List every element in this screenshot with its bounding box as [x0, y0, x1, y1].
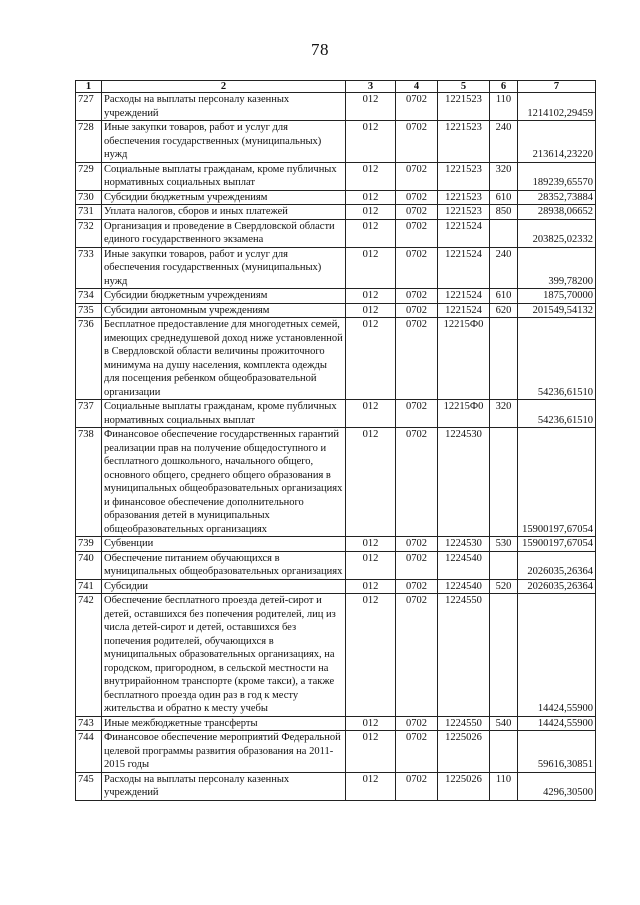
department-code: 012	[346, 162, 396, 190]
target-article-code: 1224530	[438, 428, 490, 537]
expense-type-code: 530	[490, 537, 518, 552]
expense-type-code: 610	[490, 289, 518, 304]
section-code: 0702	[396, 579, 438, 594]
target-article-code: 1225026	[438, 772, 490, 800]
expense-type-code	[490, 219, 518, 247]
amount: 2026035,26364	[518, 579, 596, 594]
table-row	[76, 121, 596, 163]
target-article-code: 1221524	[438, 303, 490, 318]
amount: 59616,30851	[518, 731, 596, 773]
section-code: 0702	[396, 551, 438, 579]
column-header: 5	[438, 81, 490, 93]
expense-type-code: 850	[490, 205, 518, 220]
row-number: 729	[76, 162, 102, 190]
expense-name: Бесплатное предоставление для многодетных семей, имеющих среднедушевой доход ниже установленной в Свердловской области величины прожиточного минимума на душу населения, комплекта одежды для посещения ребенком общеобразовательной организации	[102, 318, 346, 400]
target-article-code: 1221524	[438, 219, 490, 247]
table-row	[76, 551, 596, 579]
expense-name: Иные межбюджетные трансферты	[102, 716, 346, 731]
expense-name: Обеспечение бесплатного проезда детей-сирот и детей, оставшихся без попечения родителей, лиц из числа детей-сирот и детей, оставшихся без попечения родителей, обучающихся в муниципальных образовательных организациях, на городском, пригородном, в сельской местности на внутрирайонном транспорте (кроме такси), а также бесплатного проезда один раз в год к месту жительства и обратно к месту учебы	[102, 594, 346, 717]
row-number: 735	[76, 303, 102, 318]
amount: 4296,30500	[518, 772, 596, 800]
amount: 2026035,26364	[518, 551, 596, 579]
expense-name: Субвенции	[102, 537, 346, 552]
section-code: 0702	[396, 247, 438, 289]
expense-type-code	[490, 551, 518, 579]
expense-name: Расходы на выплаты персоналу казенных учреждений	[102, 772, 346, 800]
section-code: 0702	[396, 537, 438, 552]
expense-type-code: 110	[490, 93, 518, 121]
section-code: 0702	[396, 93, 438, 121]
target-article-code: 1224550	[438, 716, 490, 731]
department-code: 012	[346, 579, 396, 594]
expense-name: Социальные выплаты гражданам, кроме публичных нормативных социальных выплат	[102, 400, 346, 428]
row-number: 742	[76, 594, 102, 717]
page-number: 78	[311, 40, 329, 59]
row-number: 740	[76, 551, 102, 579]
expense-type-code: 240	[490, 121, 518, 163]
table-row	[76, 93, 596, 121]
expense-name: Финансовое обеспечение мероприятий Федеральной целевой программы развития образования на 2011-2015 годы	[102, 731, 346, 773]
target-article-code: 1221523	[438, 121, 490, 163]
target-article-code: 1224540	[438, 579, 490, 594]
amount: 54236,61510	[518, 318, 596, 400]
row-number: 730	[76, 190, 102, 205]
target-article-code: 1221523	[438, 162, 490, 190]
department-code: 012	[346, 400, 396, 428]
section-code: 0702	[396, 162, 438, 190]
expense-name: Субсидии	[102, 579, 346, 594]
section-code: 0702	[396, 716, 438, 731]
amount: 1214102,29459	[518, 93, 596, 121]
section-code: 0702	[396, 121, 438, 163]
expense-name: Субсидии автономным учреждениям	[102, 303, 346, 318]
row-number: 732	[76, 219, 102, 247]
department-code: 012	[346, 318, 396, 400]
expense-name: Финансовое обеспечение государственных гарантий реализации прав на получение общедоступного и бесплатного дошкольного, начального общего, основного общего, среднего общего образования в муниципальных общеобразовательных организациях и финансовое обеспечение дополнительного образования детей в муниципальных общеобразовательных организациях	[102, 428, 346, 537]
table-row	[76, 716, 596, 731]
row-number: 731	[76, 205, 102, 220]
table-row	[76, 219, 596, 247]
department-code: 012	[346, 551, 396, 579]
department-code: 012	[346, 93, 396, 121]
section-code: 0702	[396, 731, 438, 773]
department-code: 012	[346, 716, 396, 731]
target-article-code: 1224530	[438, 537, 490, 552]
row-number: 745	[76, 772, 102, 800]
expense-type-code: 520	[490, 579, 518, 594]
amount: 213614,23220	[518, 121, 596, 163]
table-row	[76, 303, 596, 318]
table-row	[76, 731, 596, 773]
amount: 203825,02332	[518, 219, 596, 247]
row-number: 739	[76, 537, 102, 552]
target-article-code: 1224540	[438, 551, 490, 579]
expense-name: Обеспечение питанием обучающихся в муниципальных общеобразовательных организациях	[102, 551, 346, 579]
department-code: 012	[346, 537, 396, 552]
section-code: 0702	[396, 219, 438, 247]
row-number: 743	[76, 716, 102, 731]
table-row	[76, 428, 596, 537]
column-header: 7	[518, 81, 596, 93]
amount: 15900197,67054	[518, 537, 596, 552]
row-number: 728	[76, 121, 102, 163]
row-number: 736	[76, 318, 102, 400]
amount: 14424,55900	[518, 594, 596, 717]
target-article-code: 12215Ф0	[438, 400, 490, 428]
expense-type-code: 540	[490, 716, 518, 731]
table-row	[76, 190, 596, 205]
expense-name: Субсидии бюджетным учреждениям	[102, 289, 346, 304]
expense-type-code: 110	[490, 772, 518, 800]
row-number: 737	[76, 400, 102, 428]
column-header: 3	[346, 81, 396, 93]
section-code: 0702	[396, 318, 438, 400]
expense-type-code	[490, 594, 518, 717]
expense-name: Расходы на выплаты персоналу казенных учреждений	[102, 93, 346, 121]
section-code: 0702	[396, 400, 438, 428]
section-code: 0702	[396, 303, 438, 318]
table-row	[76, 579, 596, 594]
department-code: 012	[346, 121, 396, 163]
section-code: 0702	[396, 594, 438, 717]
table-row	[76, 772, 596, 800]
expense-type-code: 610	[490, 190, 518, 205]
target-article-code: 1221523	[438, 190, 490, 205]
expense-name: Иные закупки товаров, работ и услуг для обеспечения государственных (муниципальных) нужд	[102, 247, 346, 289]
table-row	[76, 537, 596, 552]
table-header-row	[76, 81, 596, 93]
table-row	[76, 400, 596, 428]
department-code: 012	[346, 289, 396, 304]
expense-name: Организация и проведение в Свердловской области единого государственного экзамена	[102, 219, 346, 247]
section-code: 0702	[396, 205, 438, 220]
amount: 1875,70000	[518, 289, 596, 304]
section-code: 0702	[396, 289, 438, 304]
expense-name: Иные закупки товаров, работ и услуг для обеспечения государственных (муниципальных) нужд	[102, 121, 346, 163]
row-number: 744	[76, 731, 102, 773]
target-article-code: 1225026	[438, 731, 490, 773]
table-row	[76, 162, 596, 190]
row-number: 733	[76, 247, 102, 289]
table-row	[76, 205, 596, 220]
expense-name: Социальные выплаты гражданам, кроме публичных нормативных социальных выплат	[102, 162, 346, 190]
expense-type-code: 320	[490, 162, 518, 190]
expense-type-code	[490, 428, 518, 537]
expense-type-code	[490, 318, 518, 400]
section-code: 0702	[396, 428, 438, 537]
target-article-code: 1221524	[438, 289, 490, 304]
section-code: 0702	[396, 772, 438, 800]
amount: 28352,73884	[518, 190, 596, 205]
row-number: 734	[76, 289, 102, 304]
expense-name: Субсидии бюджетным учреждениям	[102, 190, 346, 205]
column-header: 6	[490, 81, 518, 93]
department-code: 012	[346, 247, 396, 289]
target-article-code: 12215Ф0	[438, 318, 490, 400]
target-article-code: 1224550	[438, 594, 490, 717]
table-row	[76, 247, 596, 289]
department-code: 012	[346, 190, 396, 205]
expense-type-code: 240	[490, 247, 518, 289]
expense-type-code	[490, 731, 518, 773]
department-code: 012	[346, 428, 396, 537]
row-number: 741	[76, 579, 102, 594]
table-row	[76, 318, 596, 400]
table-row	[76, 594, 596, 717]
department-code: 012	[346, 731, 396, 773]
amount: 15900197,67054	[518, 428, 596, 537]
target-article-code: 1221523	[438, 93, 490, 121]
budget-table	[75, 80, 596, 801]
expense-name: Уплата налогов, сборов и иных платежей	[102, 205, 346, 220]
amount: 28938,06652	[518, 205, 596, 220]
department-code: 012	[346, 303, 396, 318]
amount: 399,78200	[518, 247, 596, 289]
target-article-code: 1221524	[438, 247, 490, 289]
column-header: 1	[76, 81, 102, 93]
column-header: 4	[396, 81, 438, 93]
amount: 189239,65570	[518, 162, 596, 190]
target-article-code: 1221523	[438, 205, 490, 220]
department-code: 012	[346, 772, 396, 800]
expense-type-code: 620	[490, 303, 518, 318]
department-code: 012	[346, 205, 396, 220]
table-row	[76, 289, 596, 304]
department-code: 012	[346, 219, 396, 247]
row-number: 727	[76, 93, 102, 121]
column-header: 2	[102, 81, 346, 93]
amount: 201549,54132	[518, 303, 596, 318]
expense-type-code: 320	[490, 400, 518, 428]
section-code: 0702	[396, 190, 438, 205]
department-code: 012	[346, 594, 396, 717]
row-number: 738	[76, 428, 102, 537]
amount: 54236,61510	[518, 400, 596, 428]
amount: 14424,55900	[518, 716, 596, 731]
